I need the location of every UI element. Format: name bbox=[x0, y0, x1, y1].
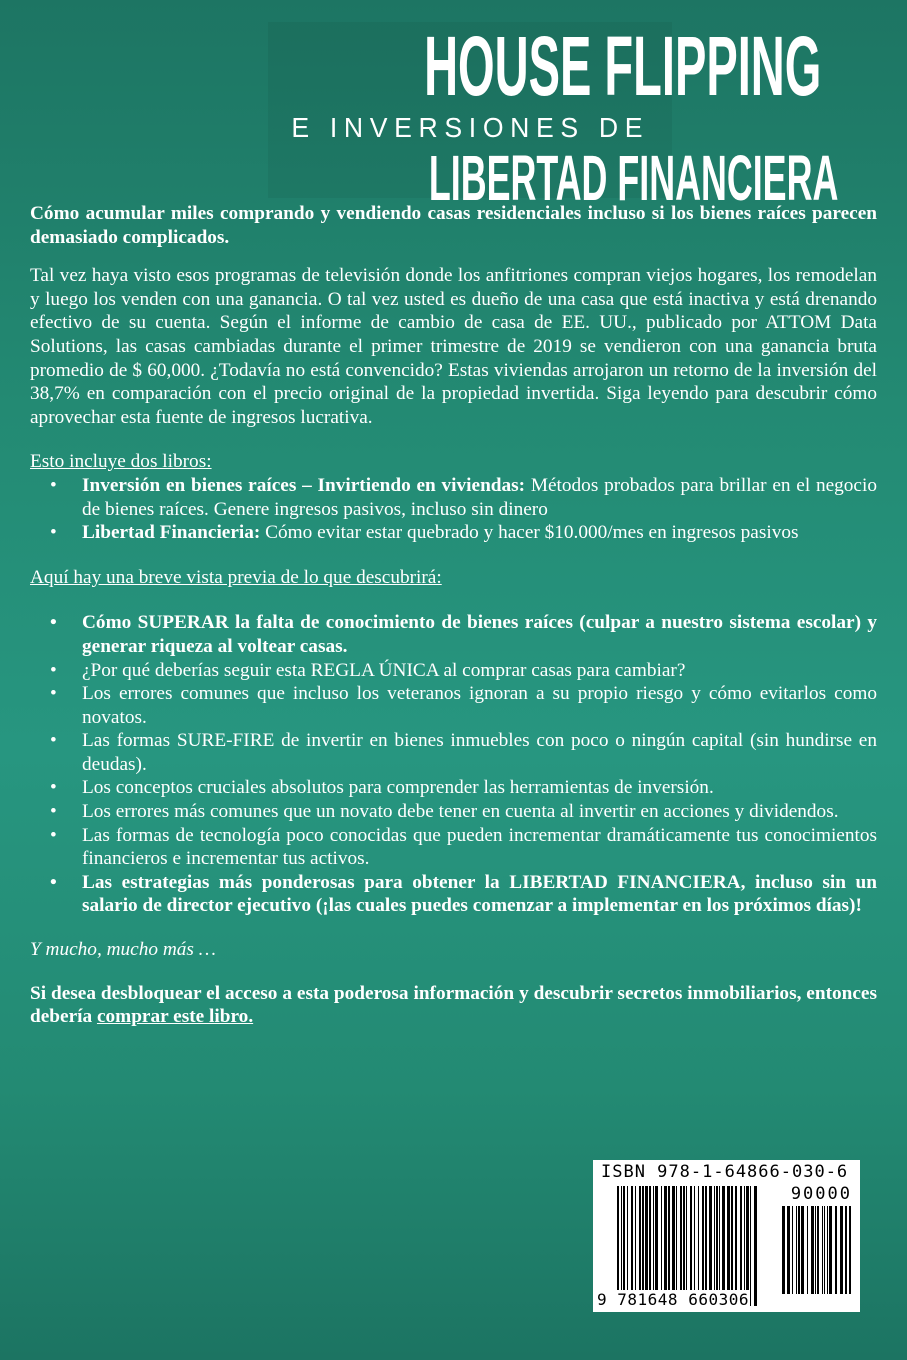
barcode-bar bbox=[750, 1186, 751, 1306]
barcode-bar bbox=[664, 1186, 667, 1306]
isbn-barcode bbox=[593, 1160, 860, 1312]
barcode-bar bbox=[627, 1186, 628, 1306]
intro-bold: Cómo acumular miles comprando y vendiendo casas residenciales incluso si los bienes raíces parecen demasiado complicados. bbox=[30, 203, 877, 248]
back-cover-text bbox=[30, 202, 877, 1029]
barcode-bar bbox=[731, 1186, 733, 1306]
barcode-bar bbox=[698, 1186, 699, 1306]
price-addon: 90000 bbox=[790, 1184, 852, 1204]
barcode-bar bbox=[705, 1186, 707, 1306]
buy-link[interactable]: comprar este libro. bbox=[96, 1006, 254, 1028]
list-item: • Cómo SUPERAR la falta de conocimiento de bienes raíces (culpar a nuestro sistema escolar) y generar riqueza al voltear casas. bbox=[30, 611, 877, 658]
barcode-bar bbox=[740, 1186, 742, 1306]
title-block bbox=[268, 19, 839, 214]
barcode-bar bbox=[782, 1206, 785, 1294]
barcode-bar bbox=[801, 1206, 804, 1294]
barcode-bar bbox=[746, 1186, 749, 1306]
ean-digits: 9 781648 660306 bbox=[597, 1290, 749, 1309]
barcode-bar bbox=[845, 1206, 847, 1294]
barcode-bar bbox=[840, 1206, 843, 1294]
barcode-bar bbox=[754, 1186, 757, 1306]
list-item: • Los errores comunes que incluso los veteranos ignoran a su propio riesgo y cómo evitarlos como novatos. bbox=[30, 682, 877, 729]
title-line-3: LIBERTAD FINANCIERA bbox=[428, 142, 839, 214]
barcode-bar bbox=[690, 1186, 692, 1306]
call-to-action: Si desea desbloquear el acceso a esta poderosa información y descubrir secretos inmobiliarios, entonces debería comprar este libro. bbox=[30, 982, 877, 1028]
barcode-bar bbox=[716, 1186, 718, 1306]
books-list bbox=[30, 474, 877, 545]
barcode-bar bbox=[835, 1206, 837, 1294]
barcode-bar bbox=[815, 1206, 816, 1294]
barcode-bar bbox=[653, 1186, 654, 1306]
barcode-bar bbox=[635, 1186, 636, 1306]
barcode-bar bbox=[668, 1186, 670, 1306]
list-item: • Las estrategias más ponderosas para obtener la LIBERTAD FINANCIERA, incluso sin un salario de director ejecutivo (¡las cuales puedes comenzar a implementar en los próximos días)! bbox=[30, 871, 877, 918]
barcode-bar bbox=[824, 1206, 825, 1294]
barcode-bar bbox=[702, 1186, 704, 1306]
barcode-bar bbox=[617, 1186, 619, 1306]
addon-bars bbox=[782, 1206, 854, 1294]
barcode-bar bbox=[709, 1186, 712, 1306]
barcode-bar bbox=[649, 1186, 651, 1306]
preview-list bbox=[30, 611, 877, 918]
barcode-bar bbox=[639, 1186, 641, 1306]
barcode-bar bbox=[817, 1206, 819, 1294]
barcode-bar bbox=[694, 1186, 695, 1306]
list-item: • Las formas de tecnología poco conocidas que pueden incrementar dramáticamente tus conocimientos financieros e incrementar tus activos. bbox=[30, 824, 877, 871]
barcode-bar bbox=[807, 1206, 808, 1294]
barcode-bar bbox=[744, 1186, 745, 1306]
barcode-bar bbox=[645, 1186, 648, 1306]
barcode-bars bbox=[617, 1186, 763, 1306]
barcode-bar bbox=[811, 1206, 814, 1294]
list-item: • Libertad Financieria: Cómo evitar estar quebrado y hacer $10.000/mes en ingresos pasivos bbox=[30, 521, 877, 545]
title-line-2: E INVERSIONES DE bbox=[291, 112, 649, 143]
barcode-bar bbox=[676, 1186, 677, 1306]
list-item: • Los conceptos cruciales absolutos para comprender las herramientas de inversión. bbox=[30, 776, 877, 800]
barcode-bar bbox=[714, 1186, 715, 1306]
list-item: • Inversión en bienes raíces – Invirtiendo en viviendas: Métodos probados para brillar en el negocio de bienes raíces. Genere ingresos pasivos, incluso sin dinero bbox=[30, 474, 877, 521]
barcode-bar bbox=[798, 1206, 800, 1294]
books-heading: Esto incluye dos libros: bbox=[30, 451, 212, 473]
barcode-bar bbox=[621, 1186, 622, 1306]
barcode-bar bbox=[827, 1206, 828, 1294]
barcode-bar bbox=[792, 1206, 793, 1294]
barcode-bar bbox=[642, 1186, 644, 1306]
barcode-bar bbox=[722, 1186, 725, 1306]
barcode-bar bbox=[672, 1186, 675, 1306]
barcode-bar bbox=[686, 1186, 687, 1306]
barcode-bar bbox=[680, 1186, 682, 1306]
barcode-bar bbox=[719, 1186, 720, 1306]
barcode-bar bbox=[655, 1186, 658, 1306]
barcode-bar bbox=[683, 1186, 685, 1306]
isbn-text: ISBN 978-1-64866-030-6 bbox=[601, 1162, 849, 1182]
barcode-bar bbox=[829, 1206, 832, 1294]
barcode-bar bbox=[796, 1206, 797, 1294]
barcode-bar bbox=[735, 1186, 737, 1306]
intro-body: Tal vez haya visto esos programas de televisión donde los anfitriones compran viejos hogares, los remodelan y luego los venden con una ganancia. O tal vez usted es dueño de una casa que está inactiva y está drenando efectivo de su cuenta. Según el informe de cambio de casa de EE. UU., publicado por ATTOM Data Solutions, las casas cambiadas durante el primer trimestre de 2019 se vendieron con una ganancia bruta promedio de $ 60,000. ¿Todavía no está convencido? Estas viviendas arrojaron un retorno de la inversión del 38,7% en comparación con el precio original de la propiedad invertida. Siga leyendo para descubrir cómo aprovechar esta fuente de ingresos lucrativa. bbox=[30, 265, 877, 428]
barcode-bar bbox=[849, 1206, 851, 1294]
list-item: • ¿Por qué deberías seguir esta REGLA ÚNICA al comprar casas para cambiar? bbox=[30, 659, 877, 683]
barcode-bar bbox=[787, 1206, 790, 1294]
more-text: Y mucho, mucho más … bbox=[30, 939, 216, 961]
preview-heading: Aquí hay una breve vista previa de lo que descubrirá: bbox=[30, 566, 442, 588]
barcode-bar bbox=[661, 1186, 662, 1306]
list-item: • Los errores más comunes que un novato debe tener en cuenta al invertir en acciones y dividendos. bbox=[30, 800, 877, 824]
list-item: • Las formas SURE-FIRE de invertir en bienes inmuebles con poco o ningún capital (sin hundirse en deudas). bbox=[30, 729, 877, 776]
barcode-bar bbox=[631, 1186, 633, 1306]
barcode-bar bbox=[822, 1206, 823, 1294]
barcode-bar bbox=[727, 1186, 730, 1306]
barcode-bar bbox=[623, 1186, 625, 1306]
title-line-1: HOUSE FLIPPING bbox=[424, 19, 822, 113]
